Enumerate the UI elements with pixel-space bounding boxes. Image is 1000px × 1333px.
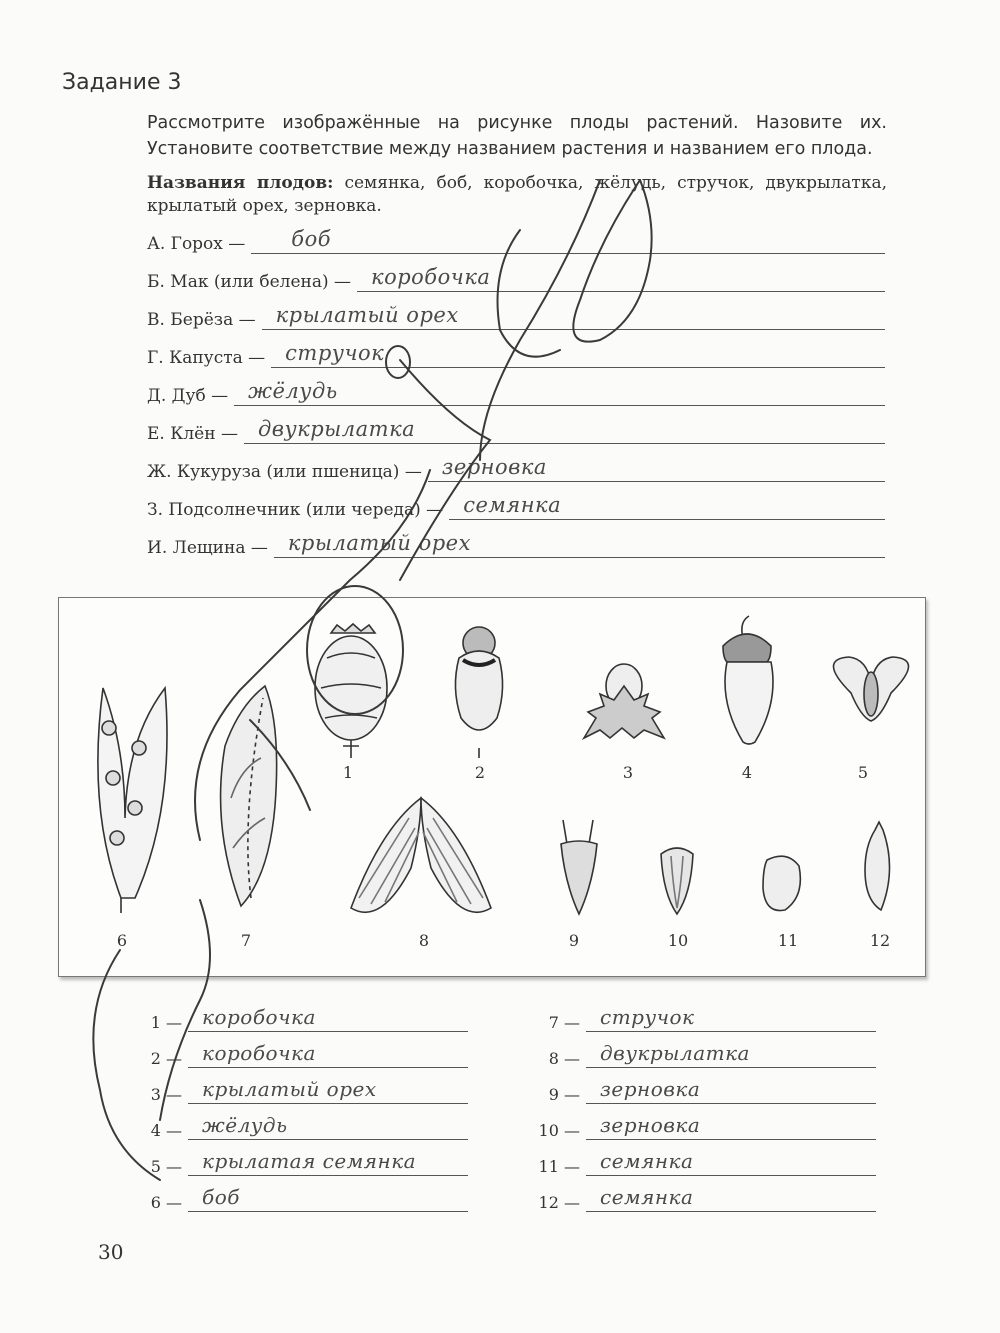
answer-number: 12 — xyxy=(538,1193,580,1212)
handwritten-answer: зерновка xyxy=(600,1113,701,1137)
acorn-illustration xyxy=(723,616,773,744)
figure-number: 1 xyxy=(342,763,354,782)
plant-label: Д. Дуб — xyxy=(147,386,229,406)
answer-field[interactable] xyxy=(586,1041,876,1068)
answer-field[interactable] xyxy=(586,1185,876,1212)
numbered-answer-row xyxy=(536,1076,876,1104)
answer-field[interactable] xyxy=(188,1005,468,1032)
answer-field[interactable] xyxy=(586,1149,876,1176)
answer-field[interactable] xyxy=(188,1185,468,1212)
answer-field[interactable] xyxy=(274,531,885,558)
plant-row xyxy=(147,302,885,330)
handwritten-answer: стручок xyxy=(600,1005,695,1029)
plant-row xyxy=(147,530,885,558)
corn-grain-illustration xyxy=(865,822,890,910)
handwritten-answer: крылатый орех xyxy=(287,531,471,555)
numbered-answer-row xyxy=(138,1148,468,1176)
numbered-answer-row xyxy=(138,1040,468,1068)
answer-field[interactable] xyxy=(188,1149,468,1176)
answer-field[interactable] xyxy=(244,417,885,444)
henbane-capsule-illustration xyxy=(455,627,502,758)
answer-field[interactable] xyxy=(428,455,885,482)
answer-field[interactable] xyxy=(449,493,885,520)
answer-field[interactable] xyxy=(262,303,885,330)
plant-label: Г. Капуста — xyxy=(147,348,266,368)
answer-number: 6 — xyxy=(150,1193,182,1212)
cabbage-silique-illustration xyxy=(221,686,277,906)
plant-label: Е. Клён — xyxy=(147,424,238,444)
plant-label: Ж. Кукуруза (или пшеница) — xyxy=(147,462,422,482)
handwritten-answer: крылатый орех xyxy=(202,1077,377,1101)
handwritten-answer: коробочка xyxy=(371,265,491,289)
plant-label: З. Подсолнечник (или череда) — xyxy=(147,500,444,520)
answer-field[interactable] xyxy=(271,341,885,368)
figure-number: 3 xyxy=(622,763,634,782)
numbered-answer-row xyxy=(138,1076,468,1104)
plant-row xyxy=(147,454,885,482)
figure-number: 2 xyxy=(474,763,486,782)
numbered-answer-row xyxy=(536,1184,876,1212)
pea-pod-illustration xyxy=(98,688,167,913)
numbered-answer-row xyxy=(138,1184,468,1212)
handwritten-answer: коробочка xyxy=(202,1041,316,1065)
numbered-answer-row xyxy=(138,1004,468,1032)
handwritten-answer: боб xyxy=(202,1185,240,1209)
numbered-answer-row xyxy=(536,1148,876,1176)
answer-field[interactable] xyxy=(234,379,885,406)
handwritten-answer: жёлудь xyxy=(202,1113,288,1137)
hazel-nut-illustration xyxy=(584,664,664,738)
answer-field[interactable] xyxy=(188,1113,468,1140)
fruit-names-label: Названия плодов: xyxy=(147,173,334,193)
plant-row xyxy=(147,492,885,520)
figure-number: 8 xyxy=(418,931,430,950)
numbered-answer-row xyxy=(536,1040,876,1068)
handwritten-answer: семянка xyxy=(600,1185,694,1209)
task-intro: Рассмотрите изображённые на рисунке плоды растений. Назовите их. Установите соответствие между названием растения и названием его плода. xyxy=(147,113,887,159)
figure-number: 10 xyxy=(667,931,689,950)
fruit-names xyxy=(147,172,887,218)
handwritten-answer: зерновка xyxy=(600,1077,701,1101)
wheat-grain-illustration xyxy=(763,856,800,910)
fruits-figure xyxy=(58,597,926,977)
numbered-answer-row xyxy=(536,1004,876,1032)
task-title: Задание 3 xyxy=(62,70,182,95)
answer-number: 9 — xyxy=(548,1085,580,1104)
figure-number: 6 xyxy=(116,931,128,950)
handwritten-answer: крылатая семянка xyxy=(202,1149,417,1173)
plant-row xyxy=(147,264,885,292)
numbered-answer-row xyxy=(536,1112,876,1140)
answer-number: 11 — xyxy=(538,1157,580,1176)
figure-number: 5 xyxy=(857,763,869,782)
plant-label: Б. Мак (или белена) — xyxy=(147,272,352,292)
plant-label: И. Лещина — xyxy=(147,538,268,558)
handwritten-answer: боб xyxy=(291,227,332,251)
figure-number: 12 xyxy=(869,931,891,950)
fruit-names-list: семянка, боб, коробочка, жёлудь, стручок, двукрылатка, крылатый орех, зерновка. xyxy=(147,173,887,216)
handwritten-answer: семянка xyxy=(463,493,562,517)
answer-field[interactable] xyxy=(251,227,885,254)
fruits-illustration xyxy=(59,598,927,978)
handwritten-answer: крылатый орех xyxy=(275,303,459,327)
page-number: 30 xyxy=(98,1240,124,1264)
plant-row xyxy=(147,340,885,368)
answer-number: 1 — xyxy=(150,1013,182,1032)
figure-number: 7 xyxy=(240,931,252,950)
answer-number: 2 — xyxy=(150,1049,182,1068)
plant-row xyxy=(147,226,885,254)
handwritten-answer: жёлудь xyxy=(248,379,338,403)
answer-field[interactable] xyxy=(586,1077,876,1104)
answer-field[interactable] xyxy=(188,1077,468,1104)
answer-number: 8 — xyxy=(548,1049,580,1068)
handwritten-answer: семянка xyxy=(600,1149,694,1173)
figure-number: 11 xyxy=(777,931,799,950)
numbered-answer-row xyxy=(138,1112,468,1140)
handwritten-answer: двукрылатка xyxy=(600,1041,750,1065)
answer-number: 3 — xyxy=(150,1085,182,1104)
answer-field[interactable] xyxy=(357,265,885,292)
bur-marigold-achene-illustration xyxy=(561,820,597,914)
plant-label: А. Горох — xyxy=(147,234,246,254)
answer-number: 10 — xyxy=(538,1121,580,1140)
plant-row xyxy=(147,378,885,406)
plant-label: В. Берёза — xyxy=(147,310,256,330)
sunflower-achene-illustration xyxy=(661,848,693,914)
plant-row xyxy=(147,416,885,444)
answer-field[interactable] xyxy=(188,1041,468,1068)
figure-number: 4 xyxy=(741,763,753,782)
birch-samara-illustration xyxy=(833,657,908,721)
answer-field[interactable] xyxy=(586,1005,876,1032)
answer-field[interactable] xyxy=(586,1113,876,1140)
figure-number: 9 xyxy=(568,931,580,950)
handwritten-answer: стручок xyxy=(285,341,385,365)
maple-samara-illustration xyxy=(351,798,491,912)
answer-number: 7 — xyxy=(548,1013,580,1032)
handwritten-answer: зерновка xyxy=(441,455,547,479)
answer-number: 4 — xyxy=(150,1121,182,1140)
handwritten-answer: двукрылатка xyxy=(257,417,416,441)
answer-number: 5 — xyxy=(150,1157,182,1176)
handwritten-answer: коробочка xyxy=(202,1005,316,1029)
poppy-capsule-illustration xyxy=(315,624,387,758)
